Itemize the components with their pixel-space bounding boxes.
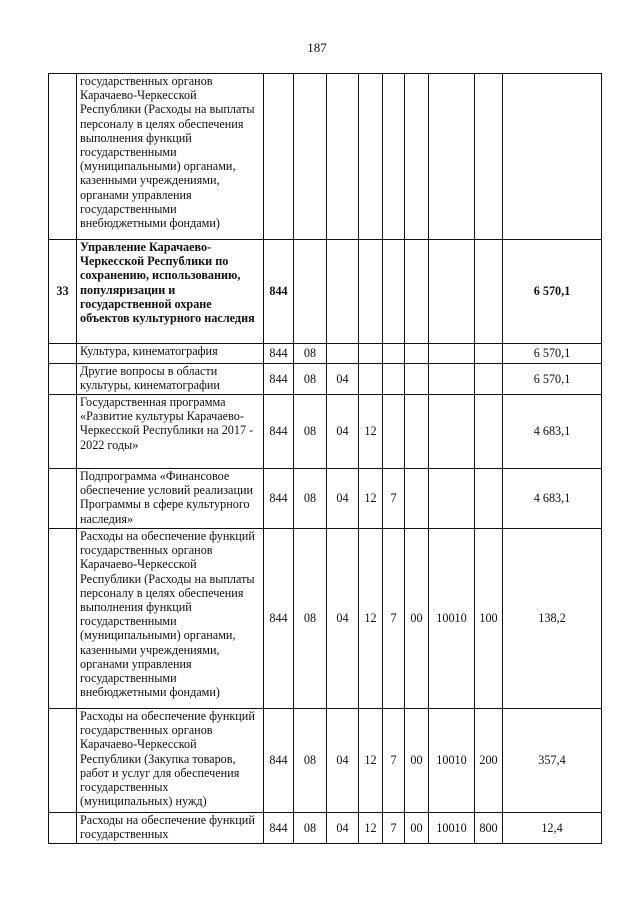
cell-pr [327, 344, 359, 364]
cell-direction: 10010 [429, 529, 475, 709]
cell-ved: 844 [264, 364, 294, 395]
cell-program: 12 [359, 395, 383, 469]
cell-ved: 844 [264, 240, 294, 344]
cell-sum: 4 683,1 [503, 469, 602, 529]
cell-rz [294, 74, 327, 240]
cell-subprogram [383, 240, 405, 344]
cell-ved [264, 74, 294, 240]
cell-pr: 04 [327, 469, 359, 529]
table-row [49, 74, 602, 240]
cell-direction [429, 364, 475, 395]
row-number [49, 344, 77, 364]
cell-pr [327, 240, 359, 344]
cell-direction [429, 469, 475, 529]
cell-sum: 6 570,1 [503, 240, 602, 344]
cell-direction [429, 395, 475, 469]
row-name: Расходы на обеспечение функций государственных органов Карачаево-Черкесской Республики (Расходы на выплаты персоналу в целях обеспечения выполнения функций государственными (муниципальными) органами, казенными учреждениями, органами управления государственными внебюджетными фондами) [77, 529, 264, 709]
cell-direction: 10010 [429, 709, 475, 813]
cell-vr: 800 [475, 813, 503, 844]
cell-rz: 08 [294, 813, 327, 844]
cell-ved: 844 [264, 469, 294, 529]
cell-program [359, 74, 383, 240]
cell-subprogram: 7 [383, 529, 405, 709]
cell-program: 12 [359, 529, 383, 709]
cell-pr: 04 [327, 813, 359, 844]
cell-main-event: 00 [405, 709, 429, 813]
cell-main-event: 00 [405, 529, 429, 709]
cell-direction [429, 74, 475, 240]
budget-table [48, 73, 602, 844]
cell-program: 12 [359, 709, 383, 813]
cell-ved: 844 [264, 813, 294, 844]
cell-vr: 200 [475, 709, 503, 813]
row-number [49, 74, 77, 240]
cell-subprogram [383, 344, 405, 364]
cell-vr [475, 364, 503, 395]
cell-ved: 844 [264, 709, 294, 813]
cell-pr: 04 [327, 709, 359, 813]
cell-rz: 08 [294, 364, 327, 395]
cell-sum [503, 74, 602, 240]
cell-vr: 100 [475, 529, 503, 709]
cell-ved: 844 [264, 344, 294, 364]
cell-sum: 12,4 [503, 813, 602, 844]
row-name: Культура, кинематография [77, 344, 264, 364]
row-number: 33 [49, 240, 77, 344]
cell-program: 12 [359, 813, 383, 844]
row-name: Расходы на обеспечение функций государственных [77, 813, 264, 844]
cell-subprogram: 7 [383, 709, 405, 813]
row-number [49, 709, 77, 813]
cell-vr [475, 344, 503, 364]
cell-ved: 844 [264, 395, 294, 469]
cell-sum: 138,2 [503, 529, 602, 709]
cell-program [359, 364, 383, 395]
cell-pr: 04 [327, 364, 359, 395]
cell-program [359, 344, 383, 364]
cell-sum: 4 683,1 [503, 395, 602, 469]
cell-pr [327, 74, 359, 240]
cell-rz [294, 240, 327, 344]
table-row [49, 344, 602, 364]
cell-subprogram: 7 [383, 469, 405, 529]
cell-sum: 6 570,1 [503, 364, 602, 395]
page-number: 187 [307, 40, 327, 55]
cell-direction [429, 344, 475, 364]
table-row [49, 469, 602, 529]
table-row [49, 813, 602, 844]
row-number [49, 395, 77, 469]
table-row [49, 529, 602, 709]
cell-vr [475, 74, 503, 240]
row-name: Подпрограмма «Финансовое обеспечение условий реализации Программы в сфере культурного наследия» [77, 469, 264, 529]
table-row [49, 364, 602, 395]
cell-rz: 08 [294, 395, 327, 469]
cell-main-event [405, 344, 429, 364]
cell-rz: 08 [294, 469, 327, 529]
cell-pr: 04 [327, 395, 359, 469]
cell-pr: 04 [327, 529, 359, 709]
row-name: Государственная программа «Развитие культуры Карачаево-Черкесской Республики на 2017 - 2022 годы» [77, 395, 264, 469]
cell-direction [429, 240, 475, 344]
cell-subprogram [383, 395, 405, 469]
cell-vr [475, 240, 503, 344]
row-name: Другие вопросы в области культуры, кинематографии [77, 364, 264, 395]
cell-rz: 08 [294, 344, 327, 364]
table-row [49, 709, 602, 813]
cell-rz: 08 [294, 529, 327, 709]
table-row [49, 240, 602, 344]
cell-sum: 6 570,1 [503, 344, 602, 364]
row-number [49, 529, 77, 709]
cell-main-event [405, 364, 429, 395]
cell-subprogram [383, 74, 405, 240]
cell-main-event [405, 240, 429, 344]
row-name: Расходы на обеспечение функций государственных органов Карачаево-Черкесской Республики (Закупка товаров, работ и услуг для обеспечения государственных (муниципальных) нужд) [77, 709, 264, 813]
cell-program: 12 [359, 469, 383, 529]
cell-main-event [405, 74, 429, 240]
cell-sum: 357,4 [503, 709, 602, 813]
cell-program [359, 240, 383, 344]
cell-main-event [405, 395, 429, 469]
cell-rz: 08 [294, 709, 327, 813]
cell-main-event: 00 [405, 813, 429, 844]
cell-subprogram [383, 364, 405, 395]
table-row [49, 395, 602, 469]
cell-direction: 10010 [429, 813, 475, 844]
cell-vr [475, 469, 503, 529]
row-number [49, 469, 77, 529]
cell-subprogram: 7 [383, 813, 405, 844]
row-name: Управление Карачаево-Черкесской Республики по сохранению, использованию, популяризации и государственной охране объектов культурного наследия [77, 240, 264, 344]
cell-ved: 844 [264, 529, 294, 709]
row-number [49, 813, 77, 844]
cell-main-event [405, 469, 429, 529]
cell-vr [475, 395, 503, 469]
row-number [49, 364, 77, 395]
row-name: государственных органов Карачаево-Черкесской Республики (Расходы на выплаты персоналу в целях обеспечения выполнения функций государственными (муниципальными) органами, казенными учреждениями, органами управления государственными внебюджетными фондами) [77, 74, 264, 240]
